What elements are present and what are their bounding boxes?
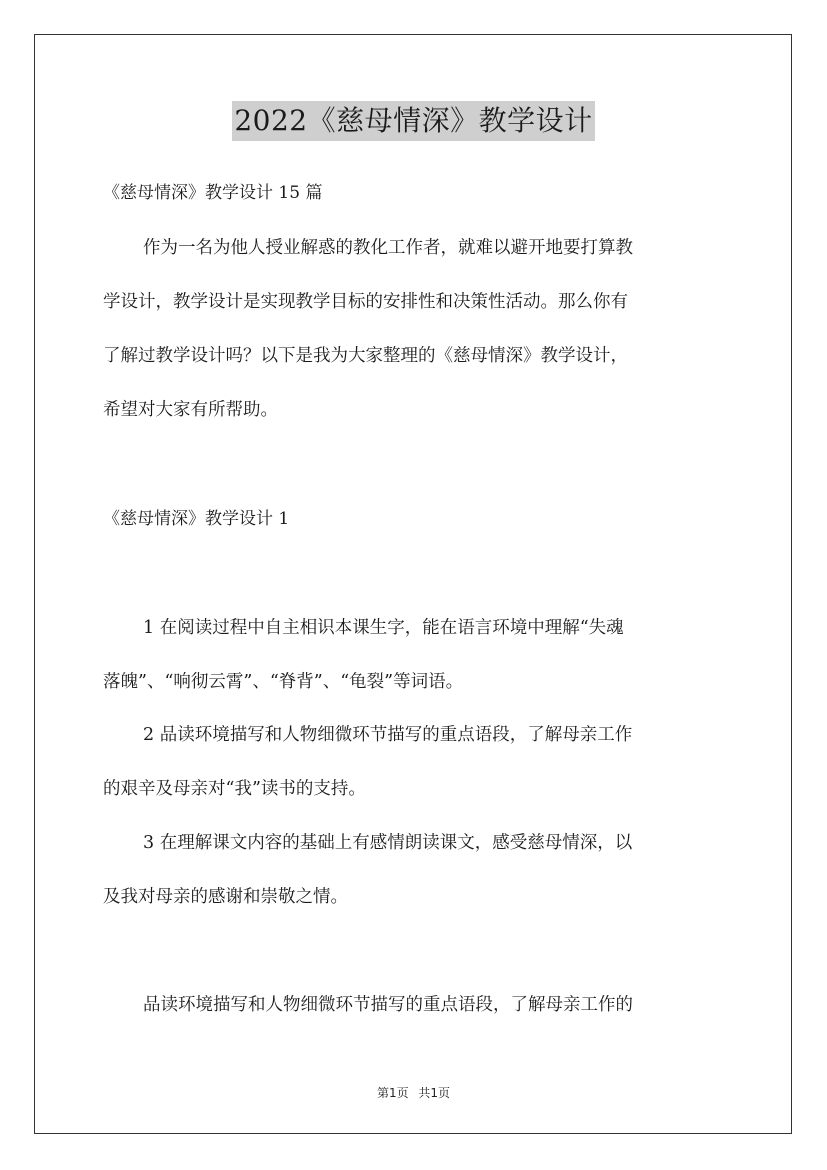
title-container [0,101,827,141]
goal-line: 及我对母亲的感谢和崇敬之情。 [103,887,348,907]
intro-line: 学设计，教学设计是实现教学目标的安排性和决策性活动。那么你有 [103,292,628,312]
goal-line: 3 在理解课文内容的基础上有感情朗读课文，感受慈母情深，以 [143,833,633,853]
intro-line: 作为一名为他人授业解惑的教化工作者，就难以避开地要打算教 [143,238,633,258]
intro-line: 了解过教学设计吗？以下是我为大家整理的《慈母情深》教学设计， [103,346,628,366]
page-total: 共1页 [418,1086,451,1100]
page-number: 第1页 [376,1086,409,1100]
goal-line: 的艰辛及母亲对“我”读书的支持。 [103,779,366,799]
intro-line: 希望对大家有所帮助。 [103,400,278,420]
goal-line: 2 品读环境描写和人物细微环节描写的重点语段，了解母亲工作 [143,725,633,745]
document-subtitle: 《慈母情深》教学设计 15 篇 [103,183,323,203]
goal-line: 落魄”、“响彻云霄”、“脊背”、“龟裂”等词语。 [103,672,464,692]
focus-line: 品读环境描写和人物细微环节描写的重点语段，了解母亲工作的 [143,995,633,1015]
page-footer [0,1084,827,1101]
goal-line: 1 在阅读过程中自主相识本课生字，能在语言环境中理解“失魂 [143,618,624,638]
document-title: 2022《慈母情深》教学设计 [232,101,594,141]
section-heading: 《慈母情深》教学设计 1 [103,509,290,529]
